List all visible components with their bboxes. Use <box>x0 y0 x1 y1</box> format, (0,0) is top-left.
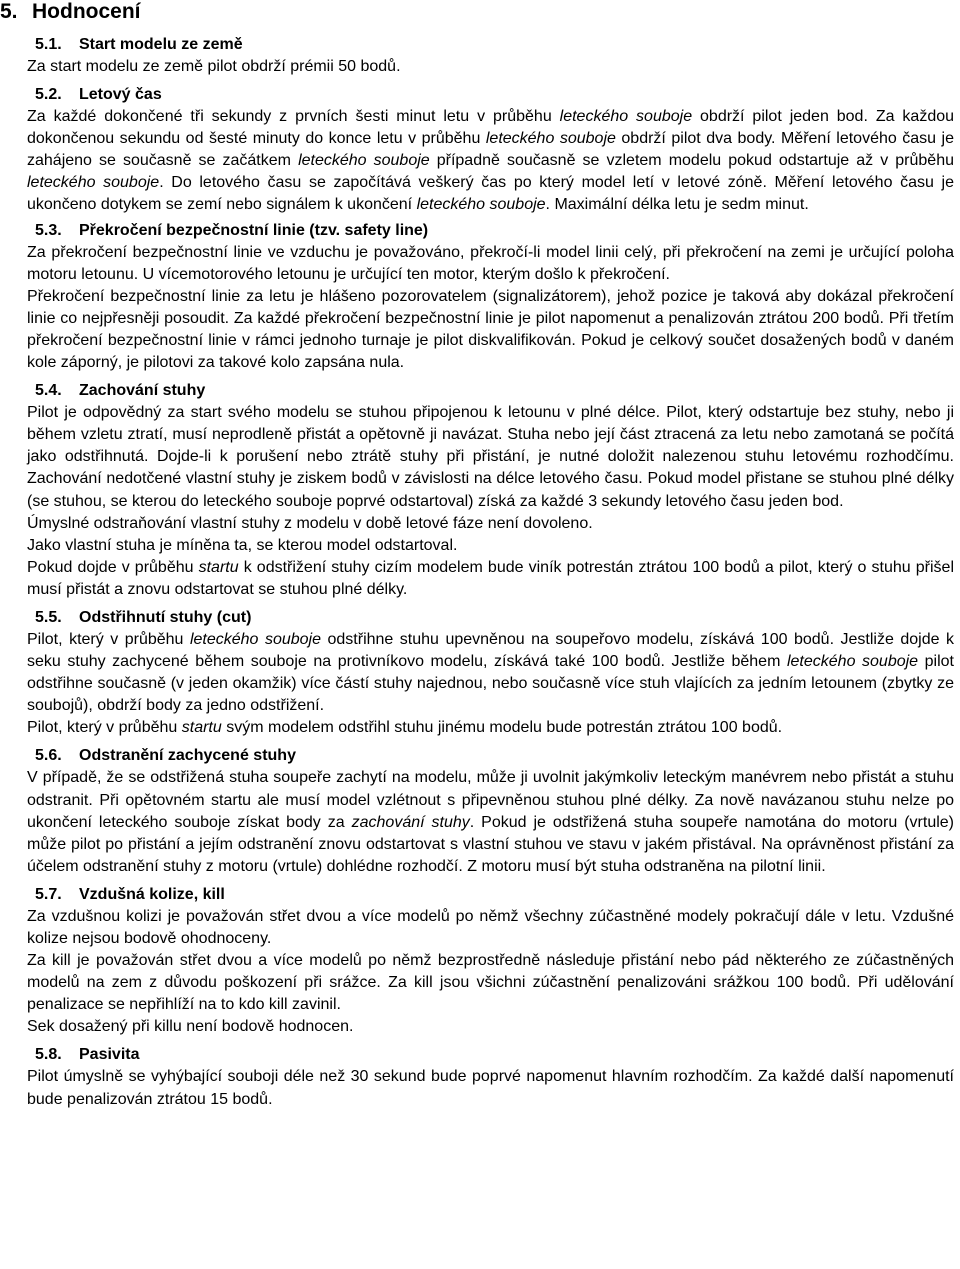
section-5-4-paragraph-1: Pilot je odpovědný za start svého modelu se stuhou připojenou k letounu v plné délce. Pilot, který odstartuje bez stuhy, nebo ji během vzletu ztratí, musí neprodleně přistát a opětovně ji navázat. Stuha nebo její část ztracená za letu nebo zamotaná se počítá jako odstřihnutá. Dojde-li k porušení nebo ztrátě stuhy při přistání, je nutné doložit nalezenou stuhu letovému rozhodčímu. Zachování nedotčené vlastní stuhy je ziskem bodů v závislosti na délce letového času. Pokud model přistane se stuhou plné délky (se stuhou, se kterou do leteckého souboje poprvé odstartoval) získá za každé 3 sekundy letového času jeden bod. <box>27 404 954 510</box>
section-heading-5-2: 5.2. Letový čas <box>35 86 162 104</box>
section-5-3-paragraph-1: Za překročení bezpečnostní linie ve vzduchu je považováno, překročí-li model linii celý, při překročení na zemi je určující poloha motoru letounu. U vícemotorového letounu je určující ten motor, kterým došlo k překročení. <box>27 243 954 283</box>
section-5-5-paragraph-2: Pilot, který v průběhu startu svým modelem odstřihl stuhu jinému modelu bude potrestán ztrátou 100 bodů. <box>27 719 783 737</box>
section-5-4-paragraph-4: Pokud dojde v průběhu startu k odstřižení stuhy cizím modelem bude viník potrestán ztrátou 100 bodů a pilot, který o stuhu přišel musí přistát a znovu odstartovat se stuhou plné délky. <box>27 558 955 598</box>
section-5-6-paragraph: V případě, že se odstřižená stuha soupeře zachytí na modelu, může ji uvolnit jakýmkoliv leteckým manévrem nebo přistát a stuhu odstranit. Při opětovném startu ale musí model vzlétnout s připevněnou stuhou plné délky. Za nově navázanou stuhu nelze po ukončení leteckého souboje získat body za zachování stuhy. Pokud je odstřižená stuha soupeře namotána do motoru (vrtule) může pilot po přistání a jejím odstranění znovu odstartovat s vlastní stuhou ve stavu v jakém přistával. Na oprávněnost přistání za účelem odstranění stuhy z motoru (vrtule) dohlédne rozhodčí. Z motoru musí být stuha odstraněna na pilotní linii. <box>27 769 954 875</box>
section-heading-5-3: 5.3. Překročení bezpečnostní linie (tzv. safety line) <box>35 221 429 239</box>
section-heading-5-4: 5.4. Zachování stuhy <box>35 382 206 400</box>
section-5-4-paragraph-2: Úmyslné odstraňování vlastní stuhy z modelu v době letové fáze není dovoleno. <box>27 514 593 532</box>
section-5-3-paragraph-2: Překročení bezpečnostní linie za letu je hlášeno pozorovatelem (signalizátorem), jehož pozice je taková aby dokázal překročení linie co nejpřesněji posoudit. Za každé překročení bezpečnostní linie je pilot napomenut a penalizován ztrátou 200 bodů. Při třetím překročení bezpečnostní linie v rámci jednoho turnaje je pilot diskvalifikován. Pokud je celkový součet dosažených bodů v daném kole záporný, je pilotovi za takové kolo zapsána nula. <box>27 287 954 372</box>
section-5-7-paragraph-3: Sek dosažený při killu není bodově hodnocen. <box>27 1018 354 1036</box>
section-heading-5-1: 5.1. Start modelu ze země <box>35 36 243 53</box>
section-5-8-paragraph: Pilot úmyslně se vyhýbající souboji déle než 30 sekund bude poprvé napomenut hlavním rozhodčím. Za každé další napomenutí bude penalizován ztrátou 15 bodů. <box>27 1068 954 1108</box>
section-heading-5-6: 5.6. Odstranění zachycené stuhy <box>35 747 296 765</box>
chapter-title: Hodnocení <box>32 0 141 23</box>
section-heading-5-7: 5.7. Vzdušná kolize, kill <box>35 885 225 903</box>
section-5-1-paragraph: Za start modelu ze země pilot obdrží prémii 50 bodů. <box>27 58 401 75</box>
section-5-7-paragraph-1: Za vzdušnou kolizi je považován střet dvou a více modelů po němž všechny zúčastněné modely pokračují dále v letu. Vzdušné kolize nejsou bodově ohodnoceny. <box>27 907 954 947</box>
section-5-5-paragraph-1: Pilot, který v průběhu leteckého souboje odstřihne stuhu upevněnou na soupeřovo modelu, získává 100 bodů. Jestliže dojde k seku stuhy zachycené během souboje na protivníkovo modelu, získává také 100 bodů. Jestliže během leteckého souboje pilot odstřihne současně (v jeden okamžik) více částí stuhy najednou, nebo současně více stuh vlajících za jedním letounem (zbytky ze soubojů), obdrží body za jedno odstřižení. <box>27 630 955 715</box>
chapter-heading <box>0 0 954 34</box>
section-heading-5-8: 5.8. Pasivita <box>35 1046 140 1064</box>
section-5-2-paragraph: Za každé dokončené tři sekundy z prvních šesti minut letu v průběhu leteckého souboje obdrží pilot jeden bod. Za každou dokončenou sekundu od šesté minuty do konce letu v průběhu leteckého souboje obdrží pilot dva body. Měření letového času je zahájeno se současně se začátkem leteckého souboje případně současně se vzletem modelu pokud odstartuje až v průběhu leteckého souboje. Do letového času se započítává veškerý čas po který model letí v letové zóně. Měření letového času je ukončeno dotykem se zemí nebo signálem k ukončení leteckého souboje. Maximální délka letu je sedm minut. <box>27 108 955 214</box>
section-5-4-paragraph-3: Jako vlastní stuha je míněna ta, se kterou model odstartoval. <box>27 536 458 554</box>
section-5-7-paragraph-2: Za kill je považován střet dvou a více modelů po němž bezprostředně následuje přistání nebo pád některého ze zúčastněných modelů na zem z důvodu poškození při srážce. Za kill jsou všichni zúčastnění penalizováni srážkou 100 bodů. Při udělování penalizace se nepřihlíží na to kdo kill zavinil. <box>27 952 954 1014</box>
chapter-number: 5. <box>0 0 18 23</box>
section-heading-5-5: 5.5. Odstřihnutí stuhy (cut) <box>35 608 252 626</box>
